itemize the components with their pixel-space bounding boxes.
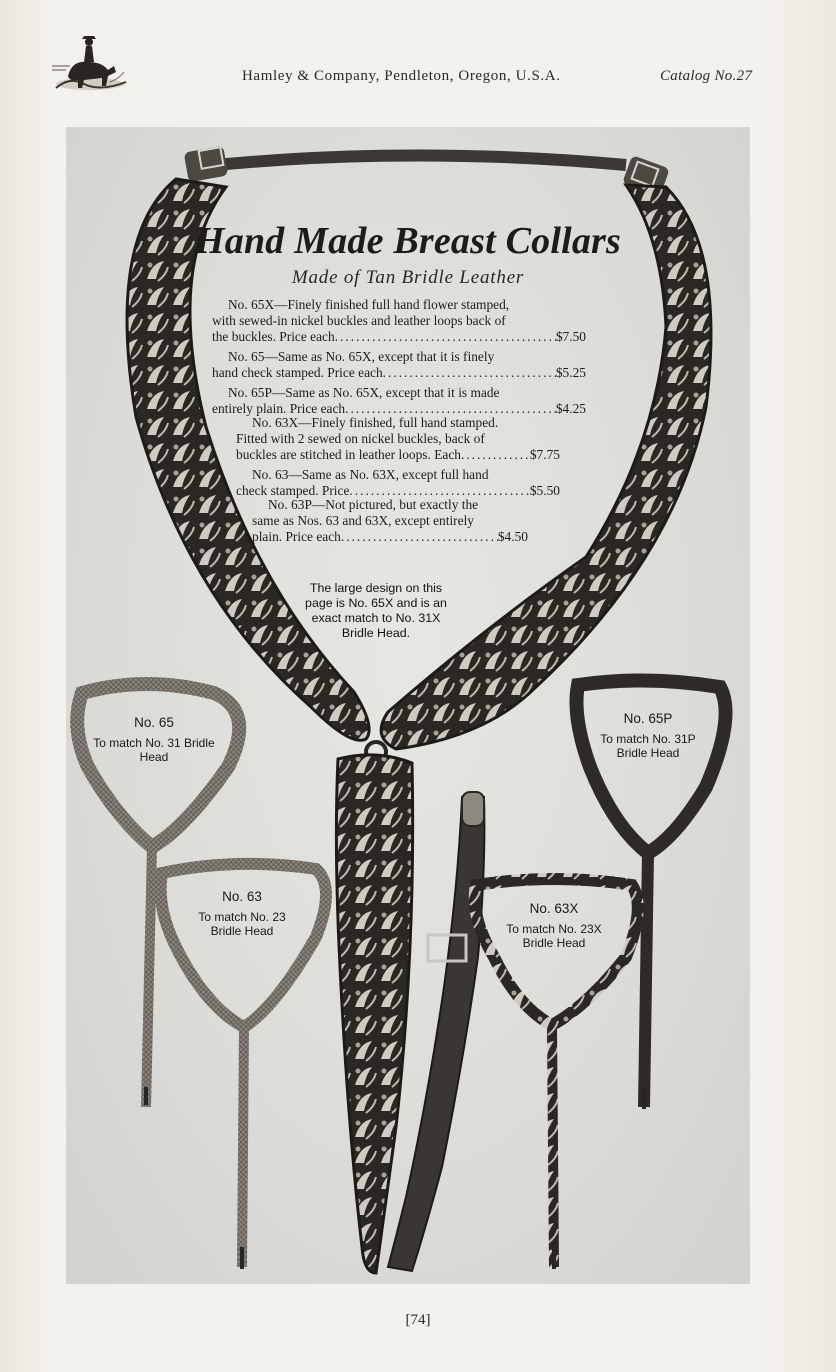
item-line [212,313,586,329]
collar-label-65p [586,711,710,760]
item-text: No. 63P—Not pictured, but exactly the [268,497,479,512]
item-text: plain. Price each [252,529,341,544]
item-63x [236,415,560,463]
leader-dots [461,447,530,463]
collar-match: To match No. 23 Bridle Head [198,910,286,938]
item-65 [212,349,586,381]
catalog-number: Catalog No.27 [660,68,753,84]
product-photo [66,127,750,1284]
item-text: buckles are stitched in leather loops. Each [236,447,461,462]
item-text: No. 63—Same as No. 63X, except full hand [252,467,489,482]
page-title: Hand Made Breast Collars [194,220,622,262]
item-text: the buckles. Price each [212,329,335,344]
item-63 [236,467,560,499]
leader-dots [335,329,556,345]
item-line [252,513,528,529]
item-price: $4.25 [555,401,586,416]
page-number: [74] [405,1312,431,1328]
cowboy-on-horse-icon [50,26,132,100]
item-65x [212,297,586,345]
collar-number: No. 65 [134,715,174,730]
collar-match: To match No. 31P Bridle Head [600,732,696,760]
item-line [212,297,586,313]
item-line [236,431,560,447]
item-price: $7.50 [555,329,586,344]
company-name: Hamley & Company, Pendleton, Oregon, U.S.A. [242,68,561,84]
leader-dots [341,529,498,545]
item-price: $5.25 [555,365,586,380]
item-text: with sewed-in nickel buckles and leather loops back of [212,313,506,328]
collar-label-63x [492,901,616,950]
item-text: No. 63X—Finely finished, full hand stamped. [252,415,499,430]
item-text: No. 65X—Finely finished full hand flower stamped, [228,297,510,312]
item-text: Fitted with 2 sewed on nickel buckles, back of [236,431,485,446]
item-65p [212,385,586,417]
item-price-line [212,329,586,345]
item-text: same as Nos. 63 and 63X, except entirely [252,513,474,528]
collar-label-65 [88,715,220,764]
item-price-line [212,365,586,381]
product-description [212,297,586,417]
collar-match: To match No. 23X Bridle Head [506,922,602,950]
collar-number: No. 65P [623,711,673,726]
page-header [0,60,836,100]
design-note: The large design on this page is No. 65X and is an exact match to No. 31X Bridle Head. [305,581,447,640]
item-line [212,385,586,401]
item-line [236,415,560,431]
item-text: entirely plain. Price each [212,401,346,416]
item-text: hand check stamped. Price each [212,365,383,380]
item-line [252,497,528,513]
collar-number: No. 63 [222,889,262,904]
item-line [236,467,560,483]
item-text: check stamped. Price [236,483,350,498]
page-subtitle: Made of Tan Bridle Leather [291,267,525,288]
item-price-line [236,447,560,463]
leader-dots [383,365,556,381]
item-text: No. 65P—Same as No. 65X, except that it is made [228,385,500,400]
item-price: $5.50 [529,483,560,498]
item-text: No. 65—Same as No. 65X, except that it is finely [228,349,495,364]
item-price: $4.50 [497,529,528,544]
item-63p [252,497,528,545]
product-description-3 [252,497,528,545]
item-price-line [252,529,528,545]
product-description-2 [236,415,560,499]
collar-number: No. 63X [529,901,579,916]
collar-label-63 [182,889,302,938]
item-line [212,349,586,365]
collar-match: To match No. 31 Bridle Head [93,736,215,764]
item-price: $7.75 [529,447,560,462]
